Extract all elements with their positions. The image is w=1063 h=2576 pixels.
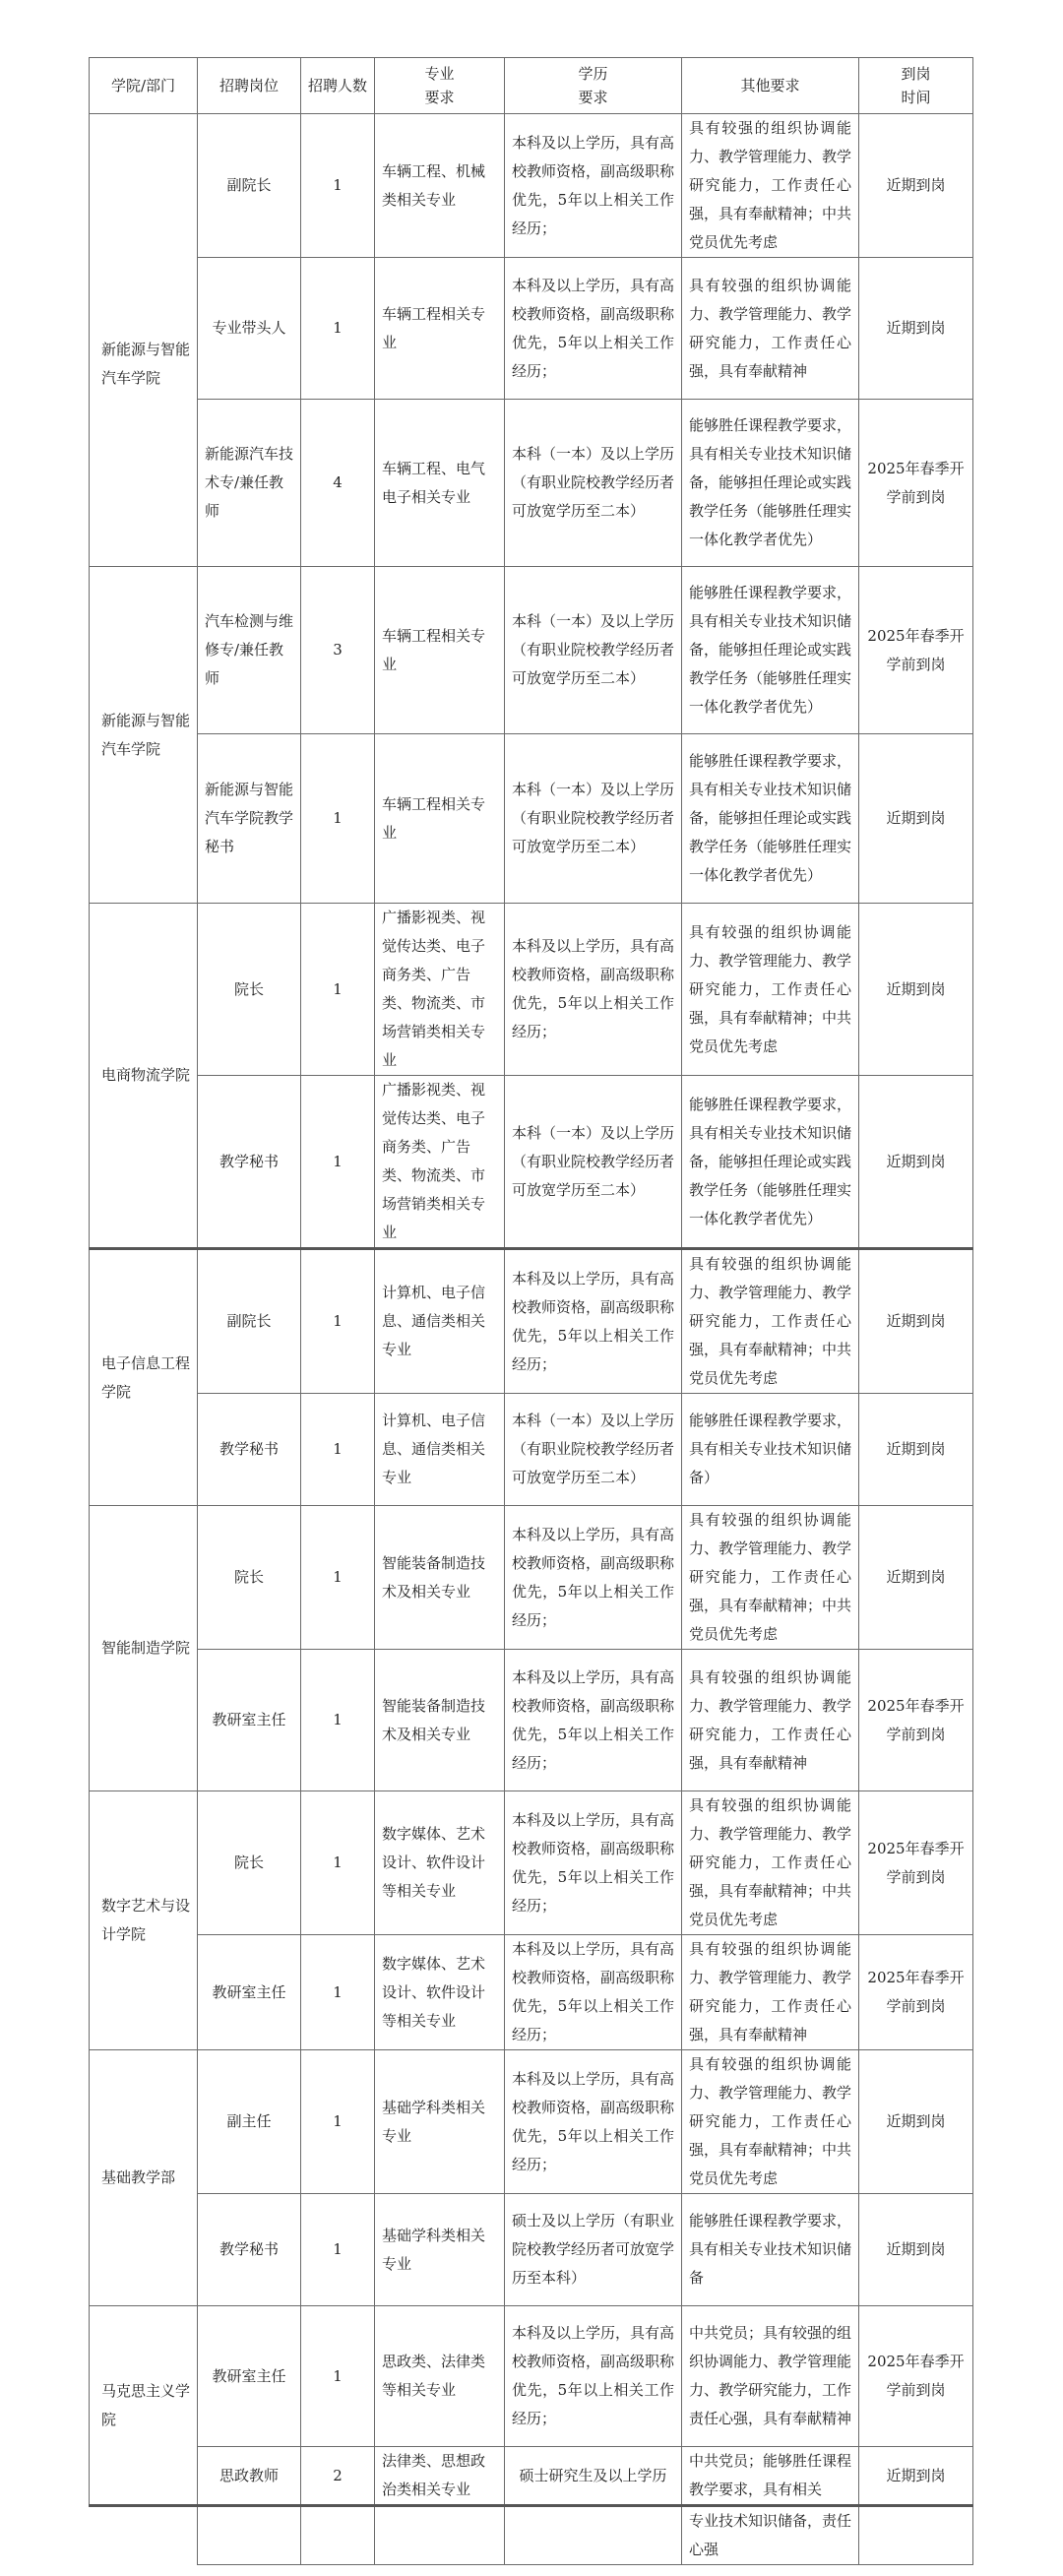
major-cell: 广播影视类、视觉传达类、电子商务类、广告类、物流类、市场营销类相关专业 xyxy=(375,1076,505,1249)
position-cell: 汽车检测与维修专/兼任教师 xyxy=(198,567,301,734)
count-cell: 1 xyxy=(301,258,375,400)
education-cell: 硕士研究生及以上学历 xyxy=(505,2447,682,2506)
arrival-cell: 近期到岗 xyxy=(859,1506,973,1650)
dept-cell: 基础教学部 xyxy=(90,2050,198,2306)
major-cell: 数字媒体、艺术设计、软件设计等相关专业 xyxy=(375,1935,505,2050)
position-cell: 副院长 xyxy=(198,114,301,258)
other-cell: 具有较强的组织协调能力、教学管理能力、教学研究能力，工作责任心强，具有奉献精神 xyxy=(682,258,859,400)
major-cell: 基础学科类相关专业 xyxy=(375,2194,505,2306)
count-cell: 1 xyxy=(301,1791,375,1935)
table-row xyxy=(90,2306,973,2447)
table-row xyxy=(90,1650,973,1791)
count-cell: 2 xyxy=(301,2447,375,2506)
count-cell: 1 xyxy=(301,1935,375,2050)
count-cell: 1 xyxy=(301,1650,375,1791)
education-cell: 本科及以上学历，具有高校教师资格，副高级职称优先，5年以上相关工作经历； xyxy=(505,114,682,258)
education-cell: 本科（一本）及以上学历（有职业院校教学经历者可放宽学历至二本） xyxy=(505,1394,682,1506)
arrival-cell: 2025年春季开学前到岗 xyxy=(859,1935,973,2050)
table-row xyxy=(90,567,973,734)
table-row xyxy=(90,1076,973,1249)
education-cell: 本科及以上学历，具有高校教师资格，副高级职称优先，5年以上相关工作经历； xyxy=(505,258,682,400)
major-cell: 广播影视类、视觉传达类、电子商务类、广告类、物流类、市场营销类相关专业 xyxy=(375,904,505,1076)
dept-cell: 马克思主义学院 xyxy=(90,2306,198,2506)
position-cell: 副院长 xyxy=(198,1249,301,1394)
other-cell: 具有较强的组织协调能力、教学管理能力、教学研究能力，工作责任心强，具有奉献精神；中共党员优先考虑 xyxy=(682,904,859,1076)
arrival-cell xyxy=(859,2506,973,2565)
major-cell: 车辆工程相关专业 xyxy=(375,258,505,400)
table-row xyxy=(90,2050,973,2194)
dept-cell: 新能源与智能汽车学院 xyxy=(90,567,198,904)
header-row xyxy=(90,58,973,114)
education-cell xyxy=(505,2506,682,2565)
major-cell: 基础学科类相关专业 xyxy=(375,2050,505,2194)
header-major: 专业 要求 xyxy=(375,58,505,114)
count-cell: 1 xyxy=(301,1394,375,1506)
recruitment-table xyxy=(89,57,973,2565)
position-cell: 教研室主任 xyxy=(198,1650,301,1791)
other-cell: 具有较强的组织协调能力、教学管理能力、教学研究能力，工作责任心强，具有奉献精神；中共党员优先考虑 xyxy=(682,1791,859,1935)
arrival-cell: 近期到岗 xyxy=(859,734,973,904)
header-dept: 学院/部门 xyxy=(90,58,198,114)
arrival-cell: 近期到岗 xyxy=(859,258,973,400)
other-cell: 能够胜任课程教学要求，具有相关专业技术知识储备，能够担任理论或实践教学任务（能够胜任理实一体化教学者优先） xyxy=(682,400,859,567)
arrival-cell: 2025年春季开学前到岗 xyxy=(859,1650,973,1791)
major-cell: 法律类、思想政治类相关专业 xyxy=(375,2447,505,2506)
major-cell: 车辆工程、电气电子相关专业 xyxy=(375,400,505,567)
table-row xyxy=(90,258,973,400)
education-cell: 硕士及以上学历（有职业院校教学经历者可放宽学历至本科） xyxy=(505,2194,682,2306)
count-cell: 1 xyxy=(301,1076,375,1249)
arrival-cell: 2025年春季开学前到岗 xyxy=(859,2306,973,2447)
count-cell: 1 xyxy=(301,2050,375,2194)
major-cell: 车辆工程、机械类相关专业 xyxy=(375,114,505,258)
header-arrival: 到岗 时间 xyxy=(859,58,973,114)
table-row-continuation xyxy=(90,2506,973,2565)
major-cell xyxy=(375,2506,505,2565)
position-cell xyxy=(198,2506,301,2565)
other-cell: 能够胜任课程教学要求，具有相关专业技术知识储备） xyxy=(682,1394,859,1506)
arrival-cell: 近期到岗 xyxy=(859,114,973,258)
arrival-cell: 近期到岗 xyxy=(859,1249,973,1394)
education-cell: 本科（一本）及以上学历（有职业院校教学经历者可放宽学历至二本） xyxy=(505,400,682,567)
count-cell xyxy=(301,2506,375,2565)
position-cell: 教学秘书 xyxy=(198,2194,301,2306)
major-cell: 数字媒体、艺术设计、软件设计等相关专业 xyxy=(375,1791,505,1935)
arrival-cell: 近期到岗 xyxy=(859,904,973,1076)
other-cell: 具有较强的组织协调能力、教学管理能力、教学研究能力，工作责任心强，具有奉献精神；中共党员优先考虑 xyxy=(682,114,859,258)
other-cell: 能够胜任课程教学要求，具有相关专业技术知识储备，能够担任理论或实践教学任务（能够胜任理实一体化教学者优先） xyxy=(682,734,859,904)
major-cell: 智能装备制造技术及相关专业 xyxy=(375,1506,505,1650)
education-cell: 本科及以上学历，具有高校教师资格，副高级职称优先，5年以上相关工作经历； xyxy=(505,1791,682,1935)
table-row xyxy=(90,1935,973,2050)
position-cell: 院长 xyxy=(198,1506,301,1650)
table-row xyxy=(90,400,973,567)
major-cell: 计算机、电子信息、通信类相关专业 xyxy=(375,1249,505,1394)
arrival-cell: 2025年春季开学前到岗 xyxy=(859,1791,973,1935)
other-cell: 具有较强的组织协调能力、教学管理能力、教学研究能力，工作责任心强，具有奉献精神 xyxy=(682,1650,859,1791)
position-cell: 新能源与智能汽车学院教学秘书 xyxy=(198,734,301,904)
other-cell: 具有较强的组织协调能力、教学管理能力、教学研究能力，工作责任心强，具有奉献精神；中共党员优先考虑 xyxy=(682,2050,859,2194)
dept-cell: 电子信息工程学院 xyxy=(90,1249,198,1506)
education-cell: 本科（一本）及以上学历（有职业院校教学经历者可放宽学历至二本） xyxy=(505,567,682,734)
arrival-cell: 近期到岗 xyxy=(859,2194,973,2306)
education-cell: 本科及以上学历，具有高校教师资格，副高级职称优先，5年以上相关工作经历； xyxy=(505,2050,682,2194)
count-cell: 1 xyxy=(301,904,375,1076)
header-count: 招聘人数 xyxy=(301,58,375,114)
arrival-cell: 近期到岗 xyxy=(859,1076,973,1249)
arrival-cell: 近期到岗 xyxy=(859,2447,973,2506)
arrival-cell: 近期到岗 xyxy=(859,1394,973,1506)
count-cell: 1 xyxy=(301,114,375,258)
arrival-cell: 2025年春季开学前到岗 xyxy=(859,400,973,567)
arrival-cell: 近期到岗 xyxy=(859,2050,973,2194)
other-cell: 能够胜任课程教学要求，具有相关专业技术知识储备，能够担任理论或实践教学任务（能够胜任理实一体化教学者优先） xyxy=(682,1076,859,1249)
count-cell: 1 xyxy=(301,2194,375,2306)
position-cell: 院长 xyxy=(198,904,301,1076)
blank-cell xyxy=(90,2506,198,2565)
count-cell: 4 xyxy=(301,400,375,567)
position-cell: 专业带头人 xyxy=(198,258,301,400)
table-row xyxy=(90,1506,973,1650)
other-cell: 专业技术知识储备，责任心强 xyxy=(682,2506,859,2565)
other-cell: 能够胜任课程教学要求，具有相关专业技术知识储备，能够担任理论或实践教学任务（能够胜任理实一体化教学者优先） xyxy=(682,567,859,734)
recruitment-table-sheet xyxy=(89,57,972,2565)
table-row xyxy=(90,904,973,1076)
position-cell: 新能源汽车技术专/兼任教师 xyxy=(198,400,301,567)
position-cell: 教学秘书 xyxy=(198,1076,301,1249)
table-row xyxy=(90,2194,973,2306)
education-cell: 本科及以上学历，具有高校教师资格，副高级职称优先，5年以上相关工作经历； xyxy=(505,1506,682,1650)
other-cell: 具有较强的组织协调能力、教学管理能力、教学研究能力，工作责任心强，具有奉献精神；中共党员优先考虑 xyxy=(682,1506,859,1650)
major-cell: 车辆工程相关专业 xyxy=(375,734,505,904)
education-cell: 本科及以上学历，具有高校教师资格，副高级职称优先，5年以上相关工作经历； xyxy=(505,904,682,1076)
count-cell: 1 xyxy=(301,2306,375,2447)
other-cell: 具有较强的组织协调能力、教学管理能力、教学研究能力，工作责任心强，具有奉献精神 xyxy=(682,1935,859,2050)
position-cell: 院长 xyxy=(198,1791,301,1935)
other-cell: 中共党员；具有较强的组织协调能力、教学管理能力、教学研究能力，工作责任心强，具有奉献精神 xyxy=(682,2306,859,2447)
other-cell: 能够胜任课程教学要求，具有相关专业技术知识储备 xyxy=(682,2194,859,2306)
major-cell: 计算机、电子信息、通信类相关专业 xyxy=(375,1394,505,1506)
count-cell: 1 xyxy=(301,1249,375,1394)
table-row xyxy=(90,734,973,904)
table-row xyxy=(90,1249,973,1394)
education-cell: 本科及以上学历，具有高校教师资格，副高级职称优先，5年以上相关工作经历； xyxy=(505,1935,682,2050)
table-row xyxy=(90,114,973,258)
major-cell: 智能装备制造技术及相关专业 xyxy=(375,1650,505,1791)
education-cell: 本科及以上学历，具有高校教师资格，副高级职称优先，5年以上相关工作经历； xyxy=(505,1249,682,1394)
dept-cell: 数字艺术与设计学院 xyxy=(90,1791,198,2050)
education-cell: 本科及以上学历，具有高校教师资格，副高级职称优先，5年以上相关工作经历； xyxy=(505,2306,682,2447)
header-position: 招聘岗位 xyxy=(198,58,301,114)
position-cell: 教学秘书 xyxy=(198,1394,301,1506)
position-cell: 教研室主任 xyxy=(198,2306,301,2447)
table-row xyxy=(90,1394,973,1506)
education-cell: 本科及以上学历，具有高校教师资格，副高级职称优先，5年以上相关工作经历； xyxy=(505,1650,682,1791)
other-cell: 具有较强的组织协调能力、教学管理能力、教学研究能力，工作责任心强，具有奉献精神；中共党员优先考虑 xyxy=(682,1249,859,1394)
education-cell: 本科（一本）及以上学历（有职业院校教学经历者可放宽学历至二本） xyxy=(505,1076,682,1249)
header-education: 学历 要求 xyxy=(505,58,682,114)
position-cell: 副主任 xyxy=(198,2050,301,2194)
table-row xyxy=(90,2447,973,2506)
other-cell: 中共党员；能够胜任课程教学要求，具有相关 xyxy=(682,2447,859,2506)
count-cell: 1 xyxy=(301,734,375,904)
count-cell: 3 xyxy=(301,567,375,734)
major-cell: 思政类、法律类等相关专业 xyxy=(375,2306,505,2447)
header-other: 其他要求 xyxy=(682,58,859,114)
dept-cell: 新能源与智能汽车学院 xyxy=(90,114,198,567)
arrival-cell: 2025年春季开学前到岗 xyxy=(859,567,973,734)
position-cell: 教研室主任 xyxy=(198,1935,301,2050)
dept-cell: 电商物流学院 xyxy=(90,904,198,1249)
major-cell: 车辆工程相关专业 xyxy=(375,567,505,734)
dept-cell: 智能制造学院 xyxy=(90,1506,198,1791)
education-cell: 本科（一本）及以上学历（有职业院校教学经历者可放宽学历至二本） xyxy=(505,734,682,904)
position-cell: 思政教师 xyxy=(198,2447,301,2506)
table-row xyxy=(90,1791,973,1935)
count-cell: 1 xyxy=(301,1506,375,1650)
